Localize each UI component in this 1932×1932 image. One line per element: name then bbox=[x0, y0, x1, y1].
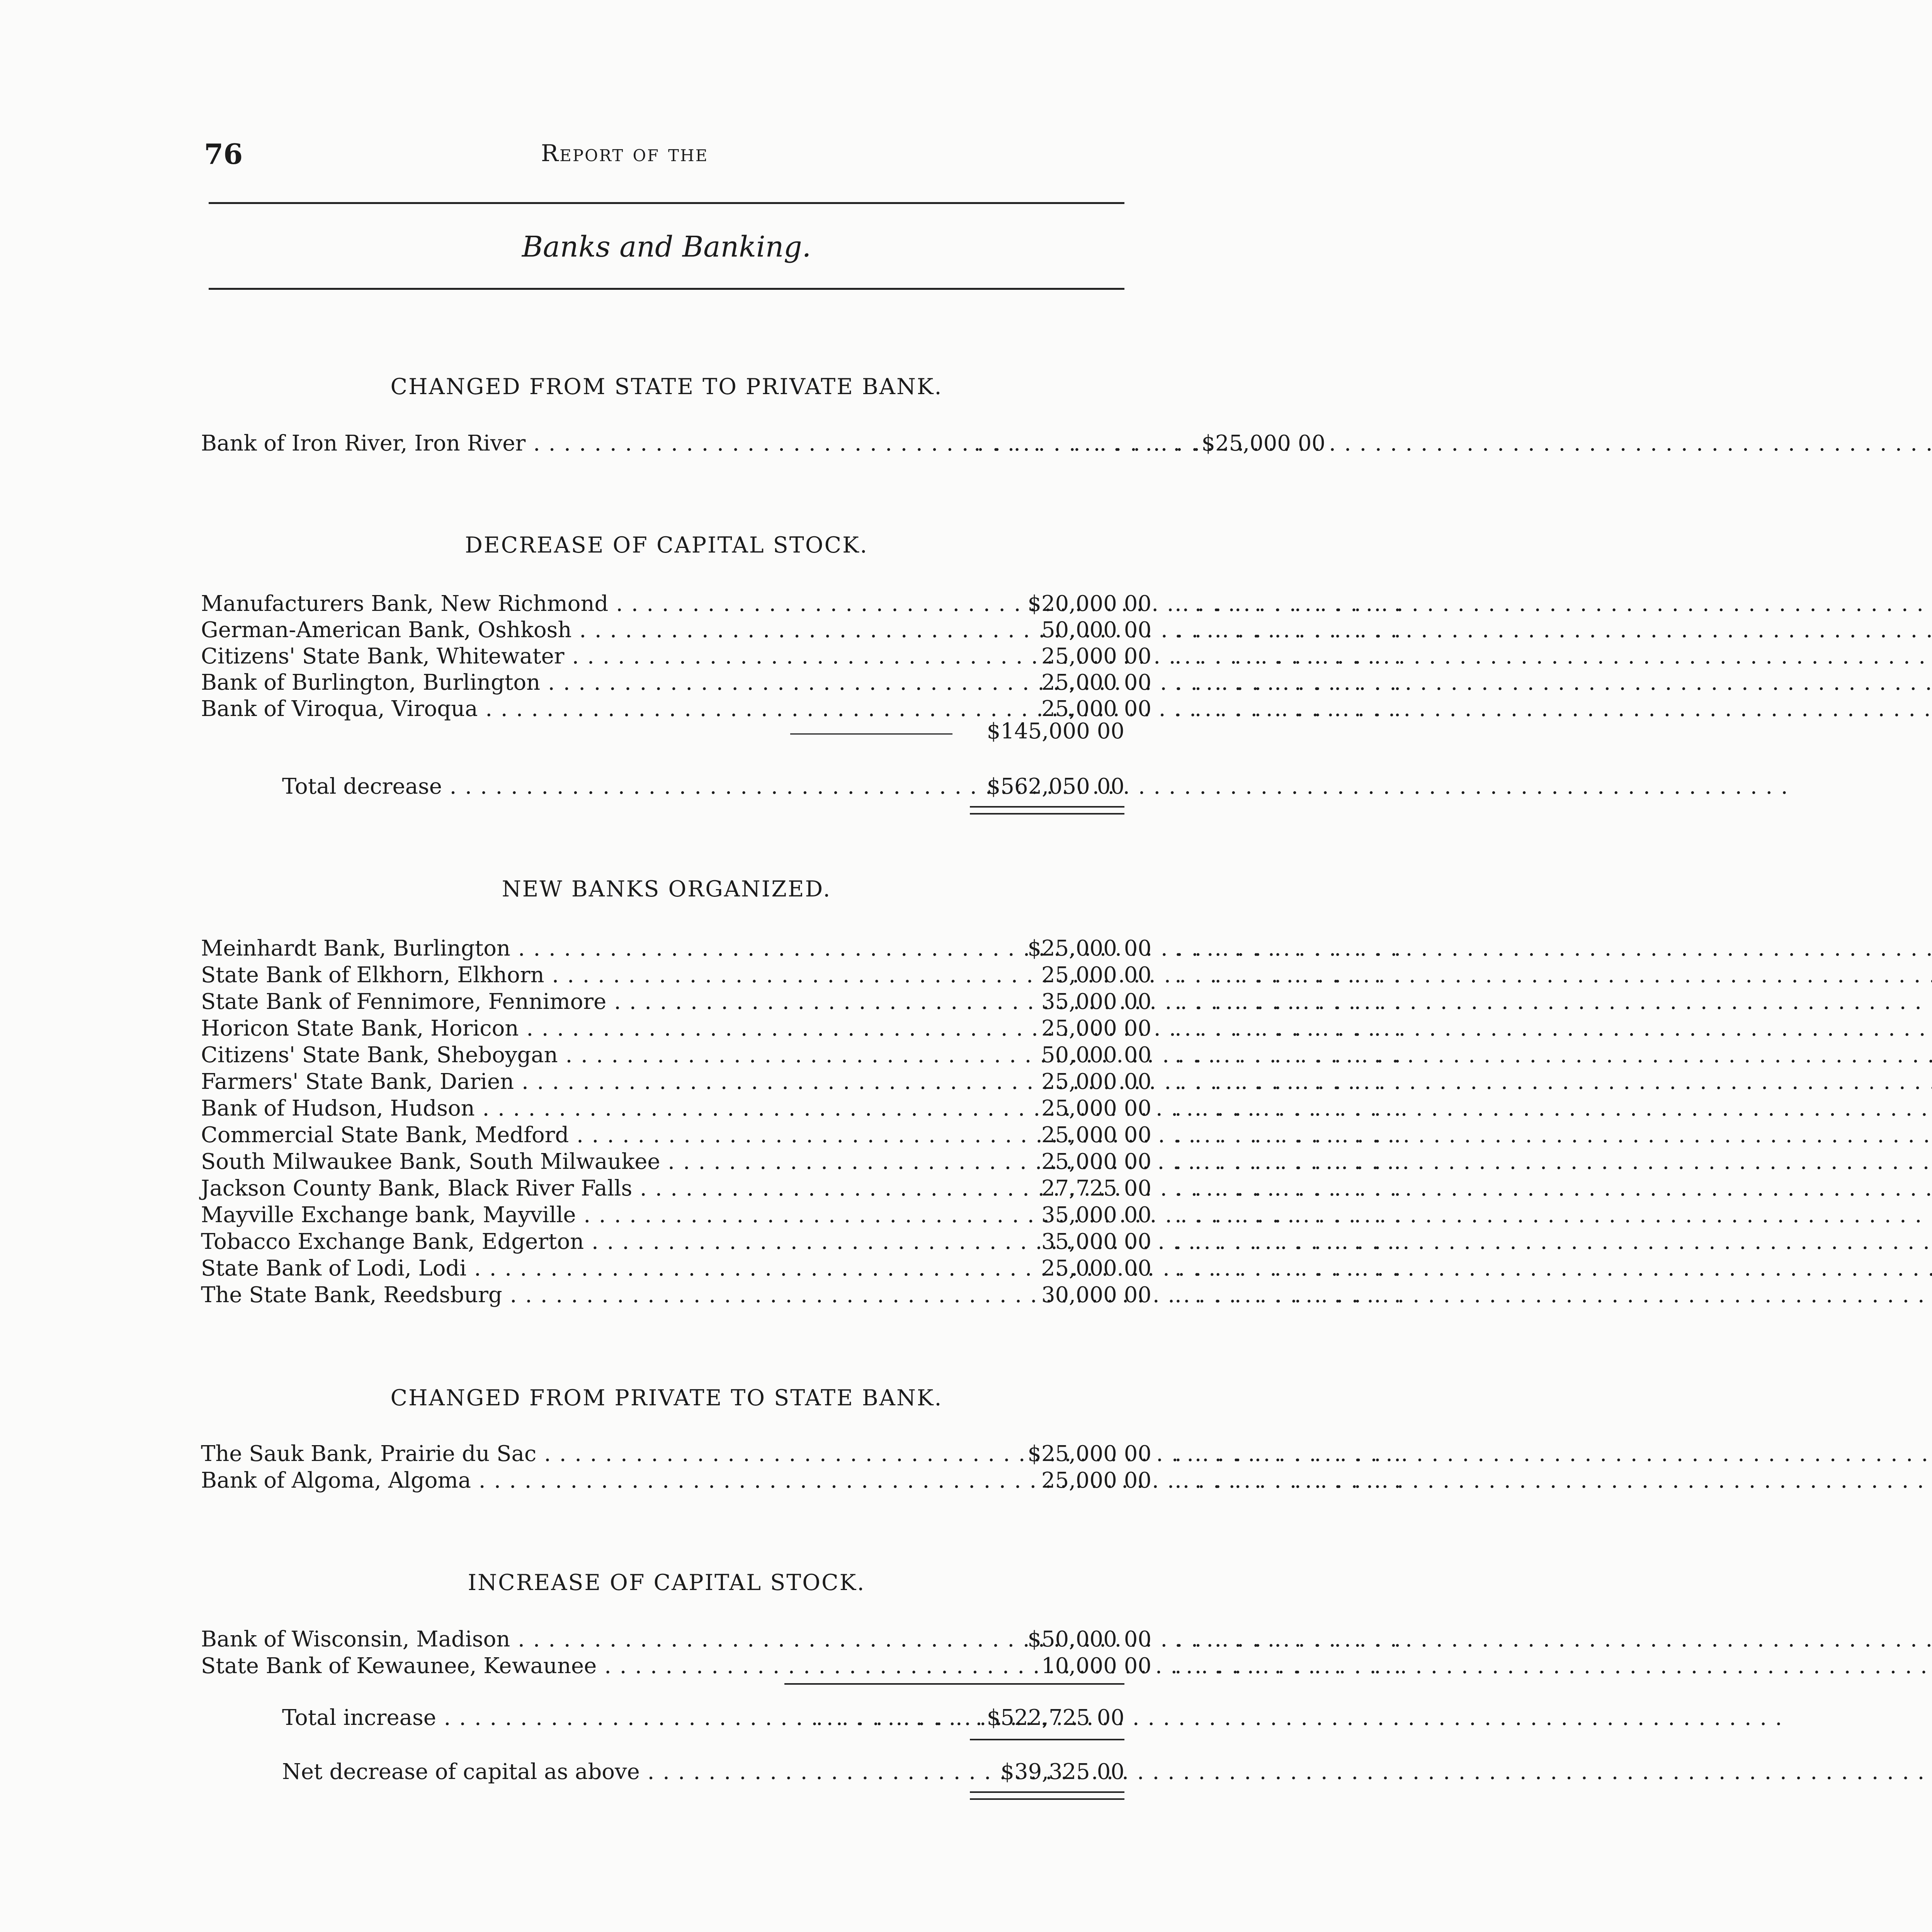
section-heading: INCREASE OF CAPITAL STOCK. bbox=[468, 1570, 866, 1595]
row-label: State Bank of Kewaunee, Kewaunee . . . bbox=[201, 1653, 765, 1679]
row-dots: . . . . . . . . . . . . bbox=[1175, 1282, 1404, 1308]
subtitle: Banks and Banking. bbox=[522, 230, 811, 264]
row-dots: . . . . . . . . . . . . bbox=[1175, 1441, 1404, 1466]
page-number: 76 bbox=[204, 138, 243, 170]
total-label: Total decrease . . . bbox=[282, 774, 939, 799]
row-dots: . . . . . . . . . . . . bbox=[1175, 1069, 1404, 1094]
row-dots: . . . . . . . . . . . . bbox=[1175, 1229, 1404, 1254]
row-dots: . . . . . . . . . . . . bbox=[1175, 1653, 1404, 1679]
decrease-subtotal: $145,000 00 bbox=[986, 719, 1124, 744]
row-dots: . . . . . . . . . . . . bbox=[1175, 1096, 1404, 1121]
row-dots: . . . . . . . . . . . . bbox=[1175, 963, 1404, 988]
row-label: Commercial State Bank, Medford . . . bbox=[201, 1122, 765, 1148]
row-label: Jackson County Bank, Black River Falls . . . bbox=[201, 1176, 765, 1201]
row-dots: . . . . . . . . . . . . bbox=[1175, 1122, 1404, 1148]
row-amount: 25,000 00 bbox=[1041, 670, 1151, 695]
row-label: Bank of Burlington, Burlington . . . bbox=[201, 670, 765, 695]
row-amount: 35,000 00 bbox=[1041, 1229, 1151, 1254]
row-dots: . . . . . . . . . . . . bbox=[1175, 1627, 1404, 1652]
row-amount: 30,000 00 bbox=[1041, 1282, 1151, 1308]
row-amount: 10,000 00 bbox=[1041, 1653, 1151, 1679]
row-label: Bank of Algoma, Algoma . . . bbox=[201, 1468, 765, 1493]
row-amount: 25,000 00 bbox=[1041, 644, 1151, 669]
running-head bbox=[541, 140, 708, 167]
row-dots: . . . . . . . . . . . . bbox=[1175, 1149, 1404, 1174]
row-label: Citizens' State Bank, Whitewater . . . bbox=[201, 644, 765, 669]
row-amount: 25,000 00 bbox=[1041, 1096, 1151, 1121]
double-rule bbox=[970, 1791, 1124, 1793]
row-label: Bank of Hudson, Hudson . . . bbox=[201, 1096, 765, 1121]
subtitle-rule bbox=[209, 288, 1124, 290]
row-dots: . . . . . . . . . . . . bbox=[1175, 591, 1404, 616]
row-amount: 25,000 00 bbox=[1041, 1122, 1151, 1148]
section-heading: DECREASE OF CAPITAL STOCK. bbox=[465, 532, 868, 558]
row-label: Citizens' State Bank, Sheboygan . . . bbox=[201, 1043, 765, 1068]
row-label: Bank of Wisconsin, Madison . . . bbox=[201, 1627, 765, 1652]
row-dots: . . . . . . . . . . . . bbox=[1175, 1468, 1404, 1493]
row-label: Bank of Viroqua, Viroqua . . . bbox=[201, 696, 765, 721]
row-label: Bank of Iron River, Iron River . . . bbox=[201, 431, 761, 456]
row-label: Meinhardt Bank, Burlington . . . bbox=[201, 936, 765, 961]
increase-rule bbox=[784, 1683, 1124, 1685]
row-dots: . . . . . . . . . . . . bbox=[1175, 989, 1404, 1014]
row-amount: 50,000 00 bbox=[1041, 1043, 1151, 1068]
row-dots: . . . . . . . . . . . . bbox=[1175, 1016, 1404, 1041]
row-label: The State Bank, Reedsburg . . . bbox=[201, 1282, 765, 1308]
row-label: Farmers' State Bank, Darien . . . bbox=[201, 1069, 765, 1094]
row-dots: . . . . . . . . . . . . bbox=[1175, 617, 1404, 643]
running-head-text: Report of the bbox=[541, 140, 709, 167]
row-amount: 27,725 00 bbox=[1041, 1176, 1151, 1201]
row-label: Mayville Exchange bank, Mayville . . . bbox=[201, 1202, 765, 1228]
row-label: Manufacturers Bank, New Richmond . . . bbox=[201, 591, 765, 616]
row-label: The Sauk Bank, Prairie du Sac . . . bbox=[201, 1441, 765, 1466]
section-heading: CHANGED FROM PRIVATE TO STATE BANK. bbox=[390, 1385, 943, 1411]
row-amount: $25,000 00 bbox=[1027, 936, 1151, 961]
row-amount: $20,000 00 bbox=[1027, 591, 1151, 616]
row-dots: . . . . . . . . . . . . bbox=[1175, 1256, 1404, 1281]
row-total: $25,000 00 bbox=[1201, 431, 1325, 456]
row-amount: 35,000 00 bbox=[1041, 1202, 1151, 1228]
row-amount: $50,000 00 bbox=[1027, 1627, 1151, 1652]
row-label: South Milwaukee Bank, South Milwaukee . . . bbox=[201, 1149, 765, 1174]
row-amount: 25,000 00 bbox=[1041, 1069, 1151, 1094]
section-heading: CHANGED FROM STATE TO PRIVATE BANK. bbox=[390, 374, 943, 400]
row-dots: . . . . . . . . . . . . bbox=[974, 431, 1203, 456]
double-rule bbox=[970, 813, 1124, 815]
row-label: State Bank of Elkhorn, Elkhorn . . . bbox=[201, 963, 765, 988]
total-label: Total increase . . . bbox=[282, 1705, 746, 1730]
row-dots: . . . . . . . . . . . . bbox=[1175, 644, 1404, 669]
row-label: State Bank of Fennimore, Fennimore . . . bbox=[201, 989, 765, 1014]
double-rule bbox=[970, 806, 1124, 808]
total-value: $562,050 00 bbox=[986, 774, 1124, 799]
row-amount: 35,000 00 bbox=[1041, 989, 1151, 1014]
row-dots: . . . . . . . . . . . . bbox=[1175, 1176, 1404, 1201]
double-rule bbox=[970, 1798, 1124, 1800]
row-amount: 50,000 00 bbox=[1041, 617, 1151, 643]
row-amount: 25,000 00 bbox=[1041, 963, 1151, 988]
total-rule bbox=[970, 1739, 1124, 1740]
row-dots: . . . . . . . . . . . . bbox=[1175, 1043, 1404, 1068]
row-dots: . . . . . . . . . . . . bbox=[1175, 936, 1404, 961]
row-dots: . . . . . . . . . . . . bbox=[1175, 1202, 1404, 1228]
row-dots: . . . . . . . . . . . . bbox=[1175, 696, 1404, 721]
row-label: Tobacco Exchange Bank, Edgerton . . . bbox=[201, 1229, 765, 1254]
total-value: $522,725 00 bbox=[986, 1705, 1124, 1730]
net-label: Net decrease of capital as above . . . bbox=[282, 1759, 939, 1784]
row-amount: 25,000 00 bbox=[1041, 1468, 1151, 1493]
row-dots: . . . . . . . . . . . . bbox=[1175, 670, 1404, 695]
row-amount: 25,000 00 bbox=[1041, 696, 1151, 721]
row-dots: . . . . . . . . . . . . bbox=[796, 1705, 1026, 1730]
row-label: Horicon State Bank, Horicon . . . bbox=[201, 1016, 765, 1041]
row-amount: 25,000 00 bbox=[1041, 1149, 1151, 1174]
row-amount: 25,000 00 bbox=[1041, 1016, 1151, 1041]
row-label: State Bank of Lodi, Lodi . . . bbox=[201, 1256, 765, 1281]
row-amount: 25,000 00 bbox=[1041, 1256, 1151, 1281]
section-heading: NEW BANKS ORGANIZED. bbox=[502, 876, 832, 902]
top-rule bbox=[209, 202, 1124, 204]
row-label: German-American Bank, Oshkosh . . . bbox=[201, 617, 765, 643]
net-value: $39,325 00 bbox=[1000, 1759, 1124, 1784]
row-amount: $25,000 00 bbox=[1027, 1441, 1151, 1466]
